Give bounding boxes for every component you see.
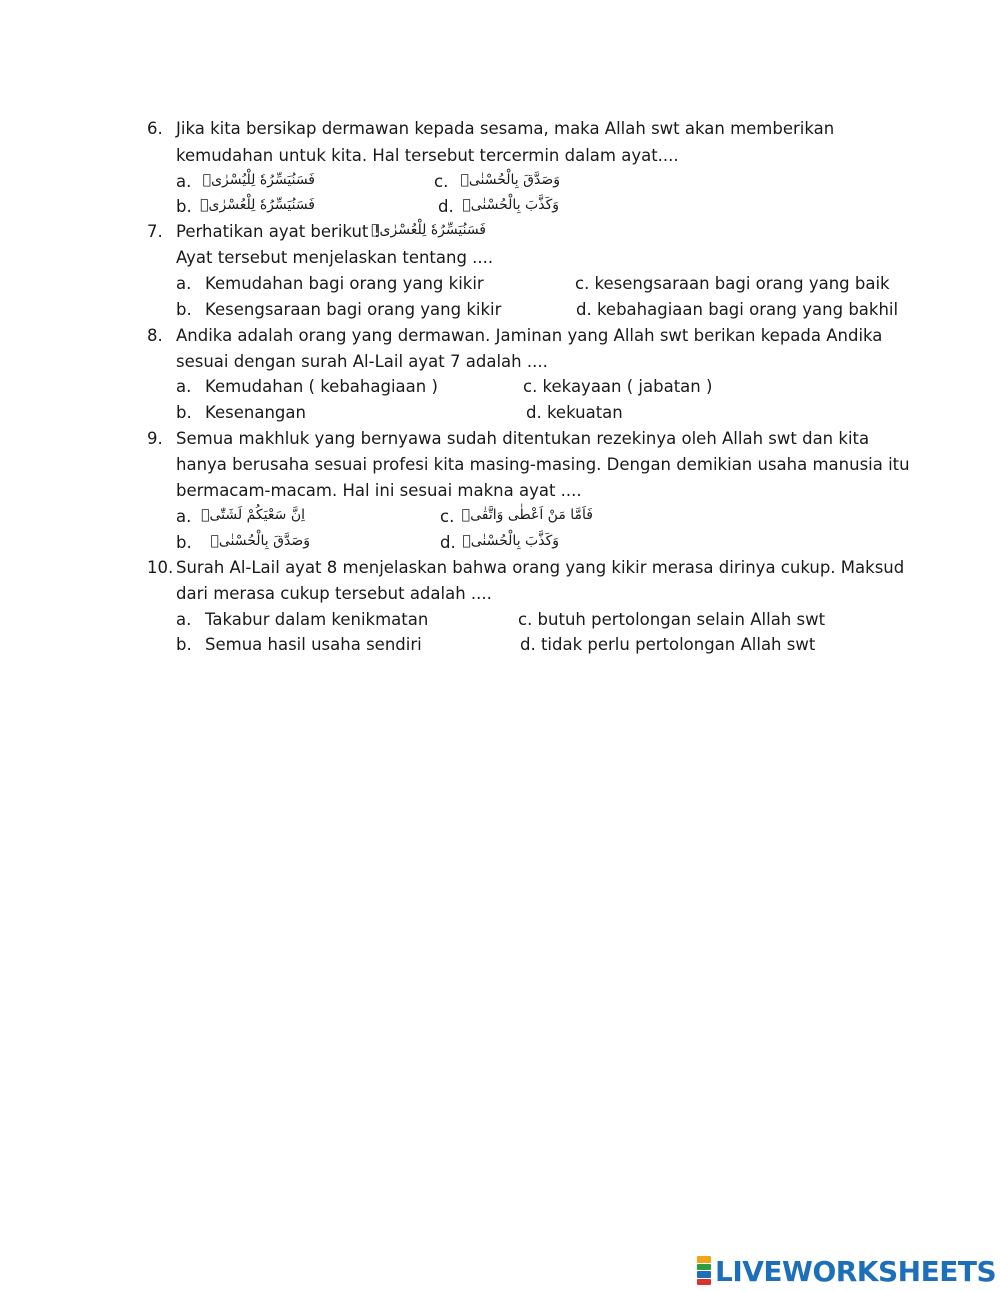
option-b-letter: b. xyxy=(176,300,192,319)
option-d-letter: d. xyxy=(438,197,454,216)
question-stem-line: kemudahan untuk kita. Hal tersebut tercermin dalam ayat.... xyxy=(176,146,679,165)
question-stem-line: Perhatikan ayat berikut ! xyxy=(176,222,381,241)
option-d-text[interactable]: d. kebahagiaan bagi orang yang bakhil xyxy=(576,300,899,319)
option-a-arabic[interactable]: فَسَنُيَسِّرُهٗ لِلْيُسْرٰىۗ xyxy=(202,172,315,188)
option-b-text[interactable]: Semua hasil usaha sendiri xyxy=(205,635,422,654)
question-stem-line: Ayat tersebut menjelaskan tentang .... xyxy=(176,248,494,267)
question-number: 10. xyxy=(147,558,174,577)
option-a-letter: a. xyxy=(176,377,192,396)
option-d-arabic[interactable]: وَكَذَّبَ بِالْحُسْنٰىۙ xyxy=(462,533,559,549)
option-a-letter: a. xyxy=(176,610,192,629)
question-stem-line: hanya berusaha sesuai profesi kita masing-masing. Dengan demikian usaha manusia itu xyxy=(176,455,910,474)
option-d-text[interactable]: d. tidak perlu pertolongan Allah swt xyxy=(520,635,816,654)
question-stem-line: Surah Al-Lail ayat 8 menjelaskan bahwa orang yang kikir merasa dirinya cukup. Maksud xyxy=(176,558,905,577)
option-d-text[interactable]: d. kekuatan xyxy=(526,403,623,422)
option-a-letter: a. xyxy=(176,274,192,293)
question-stem-line: bermacam-macam. Hal ini sesuai makna ayat .... xyxy=(176,481,582,500)
option-c-text[interactable]: c. kekayaan ( jabatan ) xyxy=(523,377,713,396)
question-stem-line: Jika kita bersikap dermawan kepada sesama, maka Allah swt akan memberikan xyxy=(176,119,835,138)
option-b-arabic[interactable]: فَسَنُيَسِّرُهٗ لِلْعُسْرٰىۗ xyxy=(200,197,315,213)
question-number: 9. xyxy=(147,429,163,448)
logo-badge-i xyxy=(697,1264,711,1271)
logo-badge-icon xyxy=(697,1256,711,1286)
option-c-letter: c. xyxy=(434,172,449,191)
logo-badge-v xyxy=(697,1271,711,1278)
question-number: 8. xyxy=(147,326,163,345)
option-a-arabic[interactable]: اِنَّ سَعْيَكُمْ لَشَتّٰىۗ xyxy=(201,507,305,523)
option-a-letter: a. xyxy=(176,507,192,526)
option-b-letter: b. xyxy=(176,403,192,422)
question-stem-line: sesuai dengan surah Al-Lail ayat 7 adalah .... xyxy=(176,352,548,371)
liveworksheets-logo xyxy=(697,1254,996,1288)
option-a-letter: a. xyxy=(176,172,192,191)
question-stem-line: Andika adalah orang yang dermawan. Jaminan yang Allah swt berikan kepada Andika xyxy=(176,326,883,345)
option-b-text[interactable]: Kesenangan xyxy=(205,403,306,422)
logo-badge-l xyxy=(697,1256,711,1263)
logo-text: LIVEWORKSHEETS xyxy=(715,1254,997,1288)
option-a-text[interactable]: Takabur dalam kenikmatan xyxy=(205,610,429,629)
question-stem-line: dari merasa cukup tersebut adalah .... xyxy=(176,584,492,603)
option-c-letter: c. xyxy=(440,507,455,526)
question-stem-arabic: فَسَنُيَسِّرُهٗ لِلْعُسْرٰىۗ xyxy=(371,222,486,238)
question-number: 6. xyxy=(147,119,163,138)
option-b-letter: b. xyxy=(176,533,192,552)
option-a-text[interactable]: Kemudahan ( kebahagiaan ) xyxy=(205,377,438,396)
option-b-letter: b. xyxy=(176,635,192,654)
option-b-arabic[interactable]: وَصَدَّقَ بِالْحُسْنٰىۙ xyxy=(210,533,310,549)
option-c-arabic[interactable]: فَاَمَّا مَنْ اَعْطٰى وَاتَّقٰىۙ xyxy=(461,507,593,523)
option-b-text[interactable]: Kesengsaraan bagi orang yang kikir xyxy=(205,300,502,319)
option-d-arabic[interactable]: وَكَذَّبَ بِالْحُسْنٰىۙ xyxy=(462,197,559,213)
question-number: 7. xyxy=(147,222,163,241)
option-b-letter: b. xyxy=(176,197,192,216)
option-d-letter: d. xyxy=(440,533,456,552)
question-stem-line: Semua makhluk yang bernyawa sudah ditentukan rezekinya oleh Allah swt dan kita xyxy=(176,429,870,448)
logo-badge-e xyxy=(697,1279,711,1286)
option-a-text[interactable]: Kemudahan bagi orang yang kikir xyxy=(205,274,484,293)
option-c-text[interactable]: c. butuh pertolongan selain Allah swt xyxy=(518,610,826,629)
option-c-arabic[interactable]: وَصَدَّقَ بِالْحُسْنٰىۙ xyxy=(460,172,560,188)
option-c-text[interactable]: c. kesengsaraan bagi orang yang baik xyxy=(575,274,890,293)
